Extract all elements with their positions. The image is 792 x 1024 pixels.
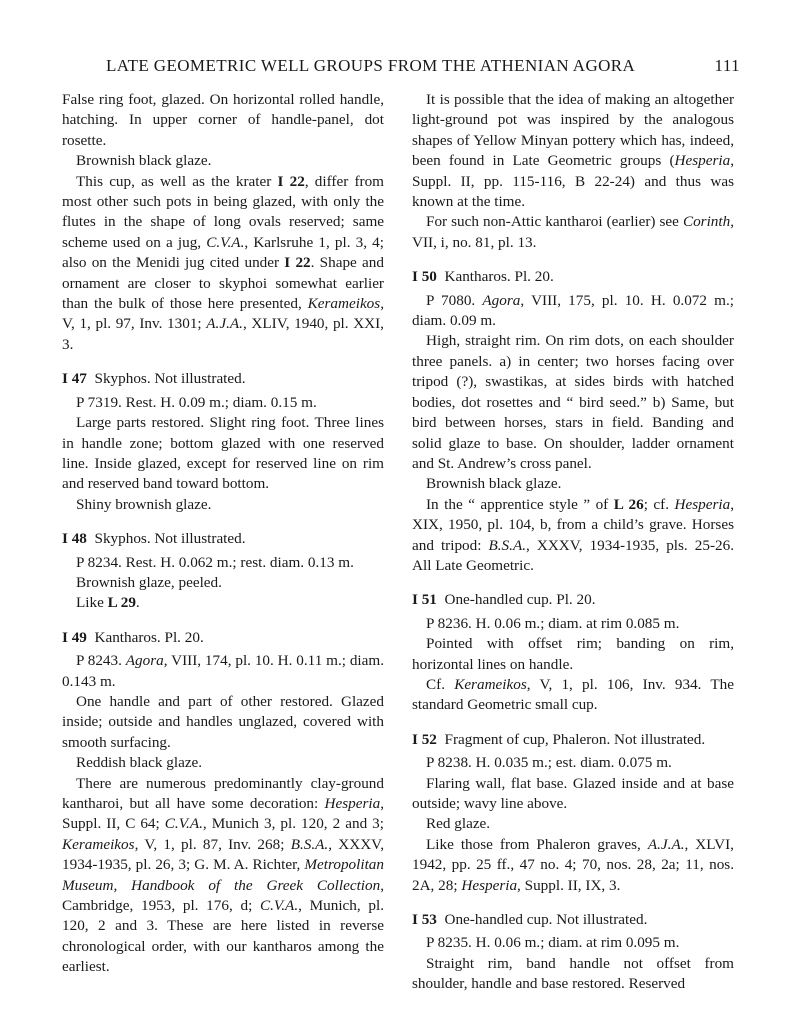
catalog-ref: L 29 — [107, 594, 136, 612]
inventory-line: P 8243. Agora, VIII, 174, pl. 10. H. 0.11 m.; diam. 0.143 m. — [62, 652, 385, 690]
comparison-note: Like those from Phaleron graves, A.J.A., XLVI, 1942, pp. 25 ff., 47 no. 4; 70, nos. 28, 2a; 11, nos. 2A, 28; Hesperia, Suppl. II, IX, 3. — [412, 835, 734, 894]
catalog-ref: L 26 — [613, 495, 644, 513]
entry-heading-i48: I 48 Skyphos. Not illustrated. — [62, 530, 246, 548]
glaze-note: Brownish black glaze. — [426, 475, 562, 493]
inventory-line: P 8236. H. 0.06 m.; diam. at rim 0.085 m. — [426, 614, 680, 632]
page-number: 111 — [714, 56, 740, 75]
glaze-note: Red glaze. — [426, 815, 491, 833]
glaze-note: Brownish glaze, peeled. — [76, 573, 222, 591]
catalog-ref: I 22 — [277, 172, 305, 190]
inventory-line: P 7319. Rest. H. 0.09 m.; diam. 0.15 m. — [76, 393, 317, 411]
comparison-note: Like L 29. — [76, 594, 140, 612]
description: Straight rim, band handle not offset from shoulder, handle and base restored. Reserved — [412, 954, 734, 993]
description: High, straight rim. On rim dots, on each shoulder three panels. a) in center; two horses facing over tripod (?), swastikas, at sides birds with hatched bodies, dot rosettes and “ bird seed.” b) Same, but bird between horses, stars in field. Banding and solid glaze to base. On shoulder, ladder ornament and St. Andrew’s cross panel. — [412, 332, 734, 472]
entry-heading-i47: I 47 Skyphos. Not illustrated. — [62, 370, 246, 388]
entry-heading-i51: I 51 One-handled cup. Pl. 20. — [412, 591, 596, 609]
inventory-line: P 8234. Rest. H. 0.062 m.; rest. diam. 0.13 m. — [76, 553, 354, 571]
running-header — [100, 52, 740, 80]
discussion-paragraph: This cup, as well as the krater I 22, differ from most other such pots in being glazed, with only the flutes in the shape of long ovals reserved; same scheme used on a jug, C.V.A., Karlsruhe 1, pl. 3, 4; also on the Menidi jug cited under I 22. Shape and ornament are closer to skyphoi somewhat earlier than the bulk of those here presented, Kerameikos, V, 1, pl. 97, Inv. 1301; A.J.A., XLIV, 1940, pl. XXI, 3. — [62, 172, 384, 353]
inventory-line: P 8238. H. 0.035 m.; est. diam. 0.075 m. — [426, 754, 672, 772]
inventory-line: P 7080. Agora, VIII, 175, pl. 10. H. 0.072 m.; diam. 0.09 m. — [412, 291, 734, 330]
continued-paragraph: False ring foot, glazed. On horizontal rolled handle, hatching. In upper corner of handle-panel, dot rosette. — [62, 91, 384, 149]
right-column — [412, 90, 734, 995]
discussion-paragraph: There are numerous predominantly clay-ground kantharoi, but all have some decoration: Hesperia, Suppl. II, C 64; C.V.A., Munich 3, pl. 120, 2 and 3; Kerameikos, V, 1, pl. 87, Inv. 268; B.S.A., XXXV, 1934-1935, pl. 26, 3; G. M. A. Richter, Metropolitan Museum, Handbook of the Greek Collection, Cambridge, 1953, pl. 176, d; C.V.A., Munich, pl. 120, 2 and 3. These are here listed in reverse chronological order, with our kantharos among the earliest. — [62, 774, 384, 976]
entry-heading-i50: I 50 Kantharos. Pl. 20. — [412, 268, 554, 286]
comparison-note: Cf. Kerameikos, V, 1, pl. 106, Inv. 934. The standard Geometric small cup. — [412, 675, 734, 714]
description: One handle and part of other restored. Glazed inside; outside and handles unglazed, covered with smooth surfacing. — [62, 692, 384, 751]
discussion-paragraph: For such non-Attic kantharoi (earlier) see Corinth, VII, i, no. 81, pl. 13. — [412, 213, 734, 251]
left-column — [62, 90, 384, 978]
description: Flaring wall, flat base. Glazed inside and at base outside; wavy line above. — [412, 774, 734, 812]
entry-heading-i49: I 49 Kantharos. Pl. 20. — [62, 628, 204, 646]
glaze-note: Brownish black glaze. — [76, 152, 212, 170]
header-title: LATE GEOMETRIC WELL GROUPS FROM THE ATHENIAN AGORA — [106, 56, 636, 75]
description: Pointed with offset rim; banding on rim, horizontal lines on handle. — [412, 635, 734, 673]
catalog-ref: I 22 — [284, 254, 311, 272]
entry-heading-i53: I 53 One-handled cup. Not illustrated. — [412, 911, 648, 929]
description: Large parts restored. Slight ring foot. Three lines in handle zone; bottom glazed with one reserved line. Inside glazed, except for reserved line on rim and reserved band toward bottom. — [62, 414, 384, 493]
entry-heading-i52: I 52 Fragment of cup, Phaleron. Not illustrated. — [412, 730, 706, 748]
discussion-paragraph: It is possible that the idea of making an altogether light-ground pot was inspired by the analogous shapes of Yellow Minyan pottery which has, indeed, been found in Late Geometric groups (Hesperia, Suppl. II, pp. 115-116, B 22-24) and thus was known at the time. — [412, 91, 734, 211]
glaze-note: Shiny brownish glaze. — [76, 495, 212, 513]
inventory-line: P 8235. H. 0.06 m.; diam. at rim 0.095 m. — [426, 934, 680, 952]
discussion-paragraph: In the “ apprentice style ” of L 26; cf. Hesperia, XIX, 1950, pl. 104, b, from a child’s grave. Horses and tripod: B.S.A., XXXV, 1934-1935, pls. 25-26. All Late Geometric. — [412, 495, 735, 574]
glaze-note: Reddish black glaze. — [76, 754, 203, 772]
